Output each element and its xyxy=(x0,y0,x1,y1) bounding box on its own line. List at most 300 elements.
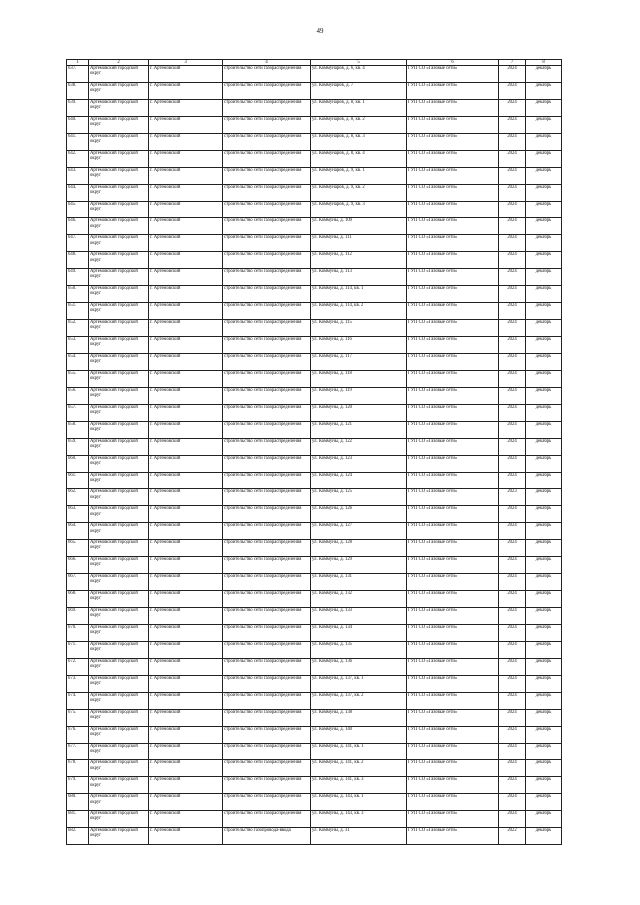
month-cell: декабрь xyxy=(526,201,562,218)
organization-cell: ГУП СО «Газовые сети» xyxy=(407,184,499,201)
month-cell: декабрь xyxy=(526,811,562,828)
row-number: 642. xyxy=(67,150,89,167)
row-number: 671. xyxy=(67,641,89,658)
row-number: 665. xyxy=(67,540,89,557)
year-cell: 2024 xyxy=(499,794,526,811)
table-row xyxy=(67,489,562,506)
row-number: 645. xyxy=(67,201,89,218)
year-cell: 2024 xyxy=(499,574,526,591)
district-cell: Артемовский городской округ xyxy=(89,252,149,269)
row-number: 676. xyxy=(67,726,89,743)
month-cell: декабрь xyxy=(526,167,562,184)
address-cell: ул. Коммунаров, д. 9, кв. 1 xyxy=(311,167,407,184)
table-row xyxy=(67,252,562,269)
organization-cell: ГУП СО «Газовые сети» xyxy=(407,675,499,692)
row-number: 682. xyxy=(67,828,89,845)
table-row xyxy=(67,421,562,438)
work-type-cell: строительство сети газораспределения xyxy=(223,353,311,370)
district-cell: Артемовский городской округ xyxy=(89,133,149,150)
year-cell: 2024 xyxy=(499,82,526,99)
row-number: 662. xyxy=(67,489,89,506)
work-type-cell: строительство сети газораспределения xyxy=(223,540,311,557)
locality-cell: г. Артемовский xyxy=(149,641,223,658)
organization-cell: ГУП СО «Газовые сети» xyxy=(407,353,499,370)
district-cell: Артемовский городской округ xyxy=(89,218,149,235)
row-number: 663. xyxy=(67,506,89,523)
organization-cell: ГУП СО «Газовые сети» xyxy=(407,574,499,591)
year-cell: 2024 xyxy=(499,506,526,523)
month-cell: декабрь xyxy=(526,472,562,489)
address-cell: ул. Коммуны, д. 132 xyxy=(311,591,407,608)
organization-cell: ГУП СО «Газовые сети» xyxy=(407,201,499,218)
district-cell: Артемовский городской округ xyxy=(89,760,149,777)
organization-cell: ГУП СО «Газовые сети» xyxy=(407,99,499,116)
column-header: 3 xyxy=(149,60,223,66)
work-type-cell: строительство сети газораспределения xyxy=(223,489,311,506)
organization-cell: ГУП СО «Газовые сети» xyxy=(407,252,499,269)
organization-cell: ГУП СО «Газовые сети» xyxy=(407,709,499,726)
row-number: 649. xyxy=(67,269,89,286)
table-row xyxy=(67,811,562,828)
locality-cell: г. Артемовский xyxy=(149,540,223,557)
organization-cell: ГУП СО «Газовые сети» xyxy=(407,489,499,506)
work-type-cell: строительство сети газораспределения xyxy=(223,658,311,675)
table-row xyxy=(67,116,562,133)
year-cell: 2024 xyxy=(499,709,526,726)
work-type-cell: строительство сети газораспределения xyxy=(223,574,311,591)
year-cell: 2024 xyxy=(499,540,526,557)
month-cell: декабрь xyxy=(526,624,562,641)
district-cell: Артемовский городской округ xyxy=(89,523,149,540)
work-type-cell: строительство сети газораспределения xyxy=(223,150,311,167)
year-cell: 2024 xyxy=(499,387,526,404)
locality-cell: г. Артемовский xyxy=(149,370,223,387)
address-cell: ул. Коммунаров, д. 7 xyxy=(311,82,407,99)
month-cell: декабрь xyxy=(526,658,562,675)
locality-cell: г. Артемовский xyxy=(149,218,223,235)
district-cell: Артемовский городской округ xyxy=(89,472,149,489)
district-cell: Артемовский городской округ xyxy=(89,608,149,625)
address-cell: ул. Коммуны, д. 138 xyxy=(311,709,407,726)
month-cell: декабрь xyxy=(526,506,562,523)
table-row xyxy=(67,472,562,489)
row-number: 648. xyxy=(67,252,89,269)
table-row xyxy=(67,658,562,675)
organization-cell: ГУП СО «Газовые сети» xyxy=(407,540,499,557)
table-row xyxy=(67,794,562,811)
locality-cell: г. Артемовский xyxy=(149,66,223,83)
locality-cell: г. Артемовский xyxy=(149,235,223,252)
organization-cell: ГУП СО «Газовые сети» xyxy=(407,218,499,235)
organization-cell: ГУП СО «Газовые сети» xyxy=(407,472,499,489)
work-type-cell: строительство сети газораспределения xyxy=(223,167,311,184)
row-number: 664. xyxy=(67,523,89,540)
year-cell: 2024 xyxy=(499,591,526,608)
table-row xyxy=(67,404,562,421)
year-cell: 2024 xyxy=(499,726,526,743)
table-row xyxy=(67,591,562,608)
district-cell: Артемовский городской округ xyxy=(89,455,149,472)
row-number: 678. xyxy=(67,760,89,777)
locality-cell: г. Артемовский xyxy=(149,743,223,760)
locality-cell: г. Артемовский xyxy=(149,252,223,269)
locality-cell: г. Артемовский xyxy=(149,608,223,625)
organization-cell: ГУП СО «Газовые сети» xyxy=(407,523,499,540)
table-row xyxy=(67,353,562,370)
address-cell: ул. Коммуны, д. 134 xyxy=(311,624,407,641)
row-number: 639. xyxy=(67,99,89,116)
row-number: 674. xyxy=(67,692,89,709)
address-cell: ул. Коммуны, д. 128 xyxy=(311,540,407,557)
locality-cell: г. Артемовский xyxy=(149,523,223,540)
locality-cell: г. Артемовский xyxy=(149,320,223,337)
row-number: 681. xyxy=(67,811,89,828)
year-cell: 2024 xyxy=(499,675,526,692)
row-number: 638. xyxy=(67,82,89,99)
year-cell: 2024 xyxy=(499,608,526,625)
district-cell: Артемовский городской округ xyxy=(89,303,149,320)
year-cell: 2024 xyxy=(499,218,526,235)
district-cell: Артемовский городской округ xyxy=(89,777,149,794)
work-type-cell: строительство сети газораспределения xyxy=(223,557,311,574)
address-cell: ул. Коммуны, д. 115 xyxy=(311,320,407,337)
month-cell: декабрь xyxy=(526,574,562,591)
row-number: 675. xyxy=(67,709,89,726)
work-type-cell: строительство сети газораспределения xyxy=(223,726,311,743)
table-row xyxy=(67,66,562,83)
locality-cell: г. Артемовский xyxy=(149,353,223,370)
month-cell: декабрь xyxy=(526,66,562,83)
organization-cell: ГУП СО «Газовые сети» xyxy=(407,150,499,167)
district-cell: Артемовский городской округ xyxy=(89,66,149,83)
year-cell: 2024 xyxy=(499,624,526,641)
table-row xyxy=(67,133,562,150)
work-type-cell: строительство сети газораспределения xyxy=(223,184,311,201)
organization-cell: ГУП СО «Газовые сети» xyxy=(407,337,499,354)
address-cell: ул. Коммуны, д. 114, кв. 1 xyxy=(311,286,407,303)
table-row xyxy=(67,438,562,455)
organization-cell: ГУП СО «Газовые сети» xyxy=(407,641,499,658)
organization-cell: ГУП СО «Газовые сети» xyxy=(407,794,499,811)
district-cell: Артемовский городской округ xyxy=(89,489,149,506)
locality-cell: г. Артемовский xyxy=(149,624,223,641)
work-type-cell: строительство сети газораспределения xyxy=(223,99,311,116)
work-type-cell: строительство сети газораспределения xyxy=(223,133,311,150)
locality-cell: г. Артемовский xyxy=(149,574,223,591)
work-type-cell: строительство сети газораспределения xyxy=(223,692,311,709)
address-cell: ул. Коммуны, д. 124 xyxy=(311,472,407,489)
work-type-cell: строительство газопровода-ввода xyxy=(223,828,311,845)
table-row xyxy=(67,269,562,286)
locality-cell: г. Артемовский xyxy=(149,184,223,201)
address-cell: ул. Коммуны, д. 135 xyxy=(311,641,407,658)
address-cell: ул. Коммуны, д. 129 xyxy=(311,557,407,574)
month-cell: декабрь xyxy=(526,641,562,658)
month-cell: декабрь xyxy=(526,133,562,150)
district-cell: Артемовский городской округ xyxy=(89,658,149,675)
month-cell: декабрь xyxy=(526,184,562,201)
district-cell: Артемовский городской округ xyxy=(89,99,149,116)
address-cell: ул. Коммуны, д. 141, кв. 3 xyxy=(311,777,407,794)
row-number: 650. xyxy=(67,286,89,303)
table-row xyxy=(67,726,562,743)
month-cell: декабрь xyxy=(526,794,562,811)
year-cell: 2024 xyxy=(499,641,526,658)
work-type-cell: строительство сети газораспределения xyxy=(223,709,311,726)
year-cell: 2024 xyxy=(499,353,526,370)
district-cell: Артемовский городской округ xyxy=(89,540,149,557)
district-cell: Артемовский городской округ xyxy=(89,387,149,404)
organization-cell: ГУП СО «Газовые сети» xyxy=(407,455,499,472)
locality-cell: г. Артемовский xyxy=(149,167,223,184)
locality-cell: г. Артемовский xyxy=(149,709,223,726)
month-cell: декабрь xyxy=(526,286,562,303)
address-cell: ул. Коммуны, д. 143, кв. 3 xyxy=(311,811,407,828)
month-cell: декабрь xyxy=(526,353,562,370)
organization-cell: ГУП СО «Газовые сети» xyxy=(407,387,499,404)
organization-cell: ГУП СО «Газовые сети» xyxy=(407,591,499,608)
year-cell: 2024 xyxy=(499,303,526,320)
month-cell: декабрь xyxy=(526,557,562,574)
work-type-cell: строительство сети газораспределения xyxy=(223,252,311,269)
table-row xyxy=(67,557,562,574)
work-type-cell: строительство сети газораспределения xyxy=(223,455,311,472)
work-type-cell: строительство сети газораспределения xyxy=(223,337,311,354)
district-cell: Артемовский городской округ xyxy=(89,201,149,218)
locality-cell: г. Артемовский xyxy=(149,150,223,167)
address-cell: ул. Коммунаров, д. 9, кв. 3 xyxy=(311,201,407,218)
locality-cell: г. Артемовский xyxy=(149,387,223,404)
row-number: 652. xyxy=(67,320,89,337)
address-cell: ул. Коммуны, д. 121 xyxy=(311,421,407,438)
row-number: 670. xyxy=(67,624,89,641)
locality-cell: г. Артемовский xyxy=(149,557,223,574)
row-number: 651. xyxy=(67,303,89,320)
work-type-cell: строительство сети газораспределения xyxy=(223,641,311,658)
row-number: 655. xyxy=(67,370,89,387)
address-cell: ул. Коммуны, д. 140 xyxy=(311,726,407,743)
address-cell: ул. Коммуны, д. 117 xyxy=(311,353,407,370)
address-cell: ул. Коммуны, д. 118 xyxy=(311,370,407,387)
address-cell: ул. Коммунаров, д. 8, кв. 2 xyxy=(311,116,407,133)
year-cell: 2024 xyxy=(499,760,526,777)
row-number: 646. xyxy=(67,218,89,235)
year-cell: 2024 xyxy=(499,523,526,540)
address-cell: ул. Коммуны, д. 122 xyxy=(311,438,407,455)
address-cell: ул. Коммуны, д. 133 xyxy=(311,608,407,625)
month-cell: декабрь xyxy=(526,252,562,269)
district-cell: Артемовский городской округ xyxy=(89,591,149,608)
column-header: 2 xyxy=(89,60,149,66)
address-cell: ул. Коммуны, д. 141, кв. 2 xyxy=(311,760,407,777)
district-cell: Артемовский городской округ xyxy=(89,353,149,370)
month-cell: декабрь xyxy=(526,337,562,354)
table-row xyxy=(67,320,562,337)
organization-cell: ГУП СО «Газовые сети» xyxy=(407,760,499,777)
organization-cell: ГУП СО «Газовые сети» xyxy=(407,303,499,320)
gasification-table xyxy=(66,59,562,845)
address-cell: ул. Коммуны, д. 123 xyxy=(311,455,407,472)
year-cell: 2024 xyxy=(499,320,526,337)
table-body xyxy=(67,66,562,845)
organization-cell: ГУП СО «Газовые сети» xyxy=(407,743,499,760)
year-cell: 2024 xyxy=(499,370,526,387)
table-row xyxy=(67,370,562,387)
row-number: 667. xyxy=(67,574,89,591)
locality-cell: г. Артемовский xyxy=(149,421,223,438)
organization-cell: ГУП СО «Газовые сети» xyxy=(407,438,499,455)
address-cell: ул. Коммуны, д. 112 xyxy=(311,252,407,269)
column-header: 5 xyxy=(311,60,407,66)
year-cell: 2024 xyxy=(499,99,526,116)
locality-cell: г. Артемовский xyxy=(149,506,223,523)
page-number: 49 xyxy=(316,27,324,35)
month-cell: декабрь xyxy=(526,743,562,760)
locality-cell: г. Артемовский xyxy=(149,794,223,811)
year-cell: 2024 xyxy=(499,455,526,472)
address-cell: ул. Коммунаров, д. 6, кв. 4 xyxy=(311,66,407,83)
table-row xyxy=(67,150,562,167)
address-cell: ул. Коммуны, д. 109 xyxy=(311,218,407,235)
work-type-cell: строительство сети газораспределения xyxy=(223,421,311,438)
year-cell: 2024 xyxy=(499,692,526,709)
work-type-cell: строительство сети газораспределения xyxy=(223,286,311,303)
work-type-cell: строительство сети газораспределения xyxy=(223,760,311,777)
district-cell: Артемовский городской округ xyxy=(89,574,149,591)
year-cell: 2024 xyxy=(499,421,526,438)
row-number: 669. xyxy=(67,608,89,625)
year-cell: 2024 xyxy=(499,252,526,269)
row-number: 640. xyxy=(67,116,89,133)
address-cell: ул. Коммуны, д. 126 xyxy=(311,506,407,523)
year-cell: 2024 xyxy=(499,811,526,828)
year-cell: 2023 xyxy=(499,489,526,506)
work-type-cell: строительство сети газораспределения xyxy=(223,624,311,641)
year-cell: 2024 xyxy=(499,743,526,760)
year-cell: 2022 xyxy=(499,828,526,845)
month-cell: декабрь xyxy=(526,421,562,438)
month-cell: декабрь xyxy=(526,218,562,235)
district-cell: Артемовский городской округ xyxy=(89,370,149,387)
table-row xyxy=(67,574,562,591)
locality-cell: г. Артемовский xyxy=(149,777,223,794)
address-cell: ул. Коммуны, д. 116 xyxy=(311,337,407,354)
district-cell: Артемовский городской округ xyxy=(89,116,149,133)
column-header: 6 xyxy=(407,60,499,66)
district-cell: Артемовский городской округ xyxy=(89,235,149,252)
address-cell: ул. Коммуны, д. 131 xyxy=(311,574,407,591)
month-cell: декабрь xyxy=(526,828,562,845)
locality-cell: г. Артемовский xyxy=(149,675,223,692)
table-row xyxy=(67,235,562,252)
table-row xyxy=(67,828,562,845)
district-cell: Артемовский городской округ xyxy=(89,743,149,760)
address-cell: ул. Коммуны, д. 141, кв. 1 xyxy=(311,743,407,760)
district-cell: Артемовский городской округ xyxy=(89,438,149,455)
year-cell: 2024 xyxy=(499,167,526,184)
row-number: 666. xyxy=(67,557,89,574)
work-type-cell: строительство сети газораспределения xyxy=(223,743,311,760)
organization-cell: ГУП СО «Газовые сети» xyxy=(407,624,499,641)
year-cell: 2024 xyxy=(499,777,526,794)
month-cell: декабрь xyxy=(526,99,562,116)
row-number: 680. xyxy=(67,794,89,811)
row-number: 661. xyxy=(67,472,89,489)
table-row xyxy=(67,760,562,777)
district-cell: Артемовский городской округ xyxy=(89,506,149,523)
district-cell: Артемовский городской округ xyxy=(89,557,149,574)
locality-cell: г. Артемовский xyxy=(149,472,223,489)
work-type-cell: строительство сети газораспределения xyxy=(223,303,311,320)
year-cell: 2024 xyxy=(499,201,526,218)
work-type-cell: строительство сети газораспределения xyxy=(223,116,311,133)
table-row xyxy=(67,608,562,625)
month-cell: декабрь xyxy=(526,438,562,455)
address-cell: ул. Коммуны, д. 111 xyxy=(311,235,407,252)
locality-cell: г. Артемовский xyxy=(149,201,223,218)
month-cell: декабрь xyxy=(526,777,562,794)
work-type-cell: строительство сети газораспределения xyxy=(223,82,311,99)
locality-cell: г. Артемовский xyxy=(149,692,223,709)
year-cell: 2024 xyxy=(499,438,526,455)
district-cell: Артемовский городской округ xyxy=(89,421,149,438)
year-cell: 2024 xyxy=(499,404,526,421)
year-cell: 2024 xyxy=(499,658,526,675)
district-cell: Артемовский городской округ xyxy=(89,709,149,726)
organization-cell: ГУП СО «Газовые сети» xyxy=(407,557,499,574)
month-cell: декабрь xyxy=(526,303,562,320)
locality-cell: г. Артемовский xyxy=(149,811,223,828)
row-number: 673. xyxy=(67,675,89,692)
table-row xyxy=(67,641,562,658)
organization-cell: ГУП СО «Газовые сети» xyxy=(407,777,499,794)
month-cell: декабрь xyxy=(526,608,562,625)
work-type-cell: строительство сети газораспределения xyxy=(223,472,311,489)
work-type-cell: строительство сети газораспределения xyxy=(223,404,311,421)
table-row xyxy=(67,675,562,692)
district-cell: Артемовский городской округ xyxy=(89,624,149,641)
table-row xyxy=(67,184,562,201)
organization-cell: ГУП СО «Газовые сети» xyxy=(407,692,499,709)
month-cell: декабрь xyxy=(526,675,562,692)
work-type-cell: строительство сети газораспределения xyxy=(223,523,311,540)
table-row xyxy=(67,201,562,218)
table-row xyxy=(67,303,562,320)
locality-cell: г. Артемовский xyxy=(149,133,223,150)
address-cell: ул. Коммунаров, д. 9, кв. 2 xyxy=(311,184,407,201)
address-cell: ул. Коммунаров, д. 8, кв. 1 xyxy=(311,99,407,116)
district-cell: Артемовский городской округ xyxy=(89,269,149,286)
row-number: 656. xyxy=(67,387,89,404)
month-cell: декабрь xyxy=(526,726,562,743)
district-cell: Артемовский городской округ xyxy=(89,167,149,184)
month-cell: декабрь xyxy=(526,523,562,540)
work-type-cell: строительство сети газораспределения xyxy=(223,66,311,83)
locality-cell: г. Артемовский xyxy=(149,658,223,675)
month-cell: декабрь xyxy=(526,591,562,608)
work-type-cell: строительство сети газораспределения xyxy=(223,794,311,811)
year-cell: 2024 xyxy=(499,269,526,286)
year-cell: 2024 xyxy=(499,116,526,133)
address-cell: ул. Коммуны, д. 137, кв. 2 xyxy=(311,692,407,709)
table-row xyxy=(67,540,562,557)
month-cell: декабрь xyxy=(526,370,562,387)
work-type-cell: строительство сети газораспределения xyxy=(223,235,311,252)
table-row xyxy=(67,455,562,472)
district-cell: Артемовский городской округ xyxy=(89,726,149,743)
address-cell: ул. Коммуны, д. 120 xyxy=(311,404,407,421)
table-row xyxy=(67,82,562,99)
